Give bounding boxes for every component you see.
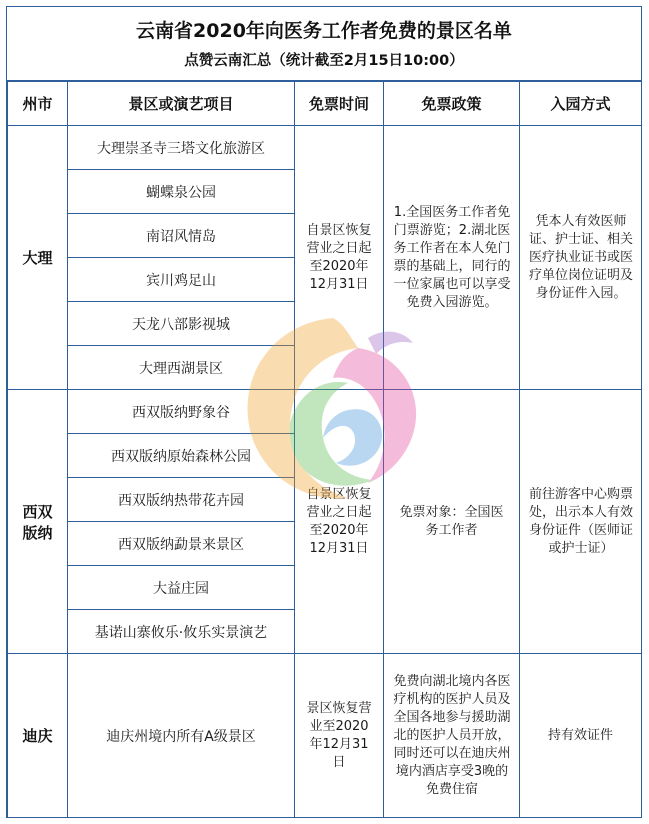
spot-cell: 西双版纳野象谷 — [68, 390, 295, 434]
policy-cell-diqing — [384, 654, 520, 818]
spot-cell: 西双版纳勐景来景区 — [68, 522, 295, 566]
page-subtitle: 点赞云南汇总（统计截至2月15日10:00） — [184, 53, 464, 69]
entry-cell-xsbn — [520, 390, 642, 654]
time-cell-xsbn — [295, 390, 384, 654]
col-header-spot: 景区或演艺项目 — [68, 82, 295, 126]
spot-cell: 南诏风情岛 — [68, 214, 295, 258]
policy-text: 免费向湖北境内各医疗机构的医护人员及全国各地参与援助湖北的医护人员开放，同时还可以在迪庆州境内酒店享受3晚的免费住宿 — [393, 673, 511, 797]
city-cell-xsbn — [8, 390, 68, 654]
col-header-entry: 入园方式 — [520, 82, 642, 126]
spot-cell: 基诺山寨攸乐·攸乐实景演艺 — [68, 610, 295, 654]
spot-cell: 宾川鸡足山 — [68, 258, 295, 302]
col-header-city: 州市 — [8, 82, 68, 126]
entry-cell-dali — [520, 126, 642, 390]
entry-text: 前往游客中心购票处，出示本人有效身份证件（医师证或护士证） — [528, 486, 633, 556]
table-row — [8, 126, 642, 170]
time-text: 自景区恢复营业之日起至2020年12月31日 — [306, 222, 372, 292]
spot-cell: 大理西湖景区 — [68, 346, 295, 390]
table-row — [8, 390, 642, 434]
time-cell-diqing — [295, 654, 384, 818]
entry-cell-diqing: 持有效证件 — [520, 654, 642, 818]
col-header-time: 免票时间 — [295, 82, 384, 126]
table-header — [7, 7, 641, 81]
entry-text: 凭本人有效医师证、护士证、相关医疗执业证书或医疗单位岗位证明及身份证件入园。 — [528, 213, 633, 301]
spot-cell: 天龙八部影视城 — [68, 302, 295, 346]
spot-cell: 西双版纳热带花卉园 — [68, 478, 295, 522]
spot-cell: 西双版纳原始森林公园 — [68, 434, 295, 478]
policy-cell-dali — [384, 126, 520, 390]
spot-cell: 迪庆州境内所有A级景区 — [68, 654, 295, 818]
column-header-row — [8, 82, 642, 126]
spot-cell: 大理崇圣寺三塔文化旅游区 — [68, 126, 295, 170]
scenic-list-table — [6, 6, 642, 818]
spot-cell: 蝴蝶泉公园 — [68, 170, 295, 214]
scenic-grid — [7, 81, 642, 818]
table-row — [8, 654, 642, 818]
time-text: 景区恢复营业至2020年12月31日 — [306, 700, 372, 770]
city-text: 西双版纳 — [22, 502, 53, 542]
policy-text: 1.全国医务工作者免门票游览；2.湖北医务工作者在本人免门票的基础上，同行的一位家属也可以享受免费入园游览。 — [393, 204, 511, 310]
city-cell-dali: 大理 — [8, 126, 68, 390]
col-header-policy: 免票政策 — [384, 82, 520, 126]
city-cell-diqing: 迪庆 — [8, 654, 68, 818]
policy-text: 免票对象：全国医务工作者 — [399, 504, 504, 538]
time-text: 自景区恢复营业之日起至2020年12月31日 — [306, 486, 372, 556]
spot-cell: 大益庄园 — [68, 566, 295, 610]
policy-cell-xsbn — [384, 390, 520, 654]
time-cell-dali — [295, 126, 384, 390]
page-title: 云南省2020年向医务工作者免费的景区名单 — [136, 20, 512, 42]
